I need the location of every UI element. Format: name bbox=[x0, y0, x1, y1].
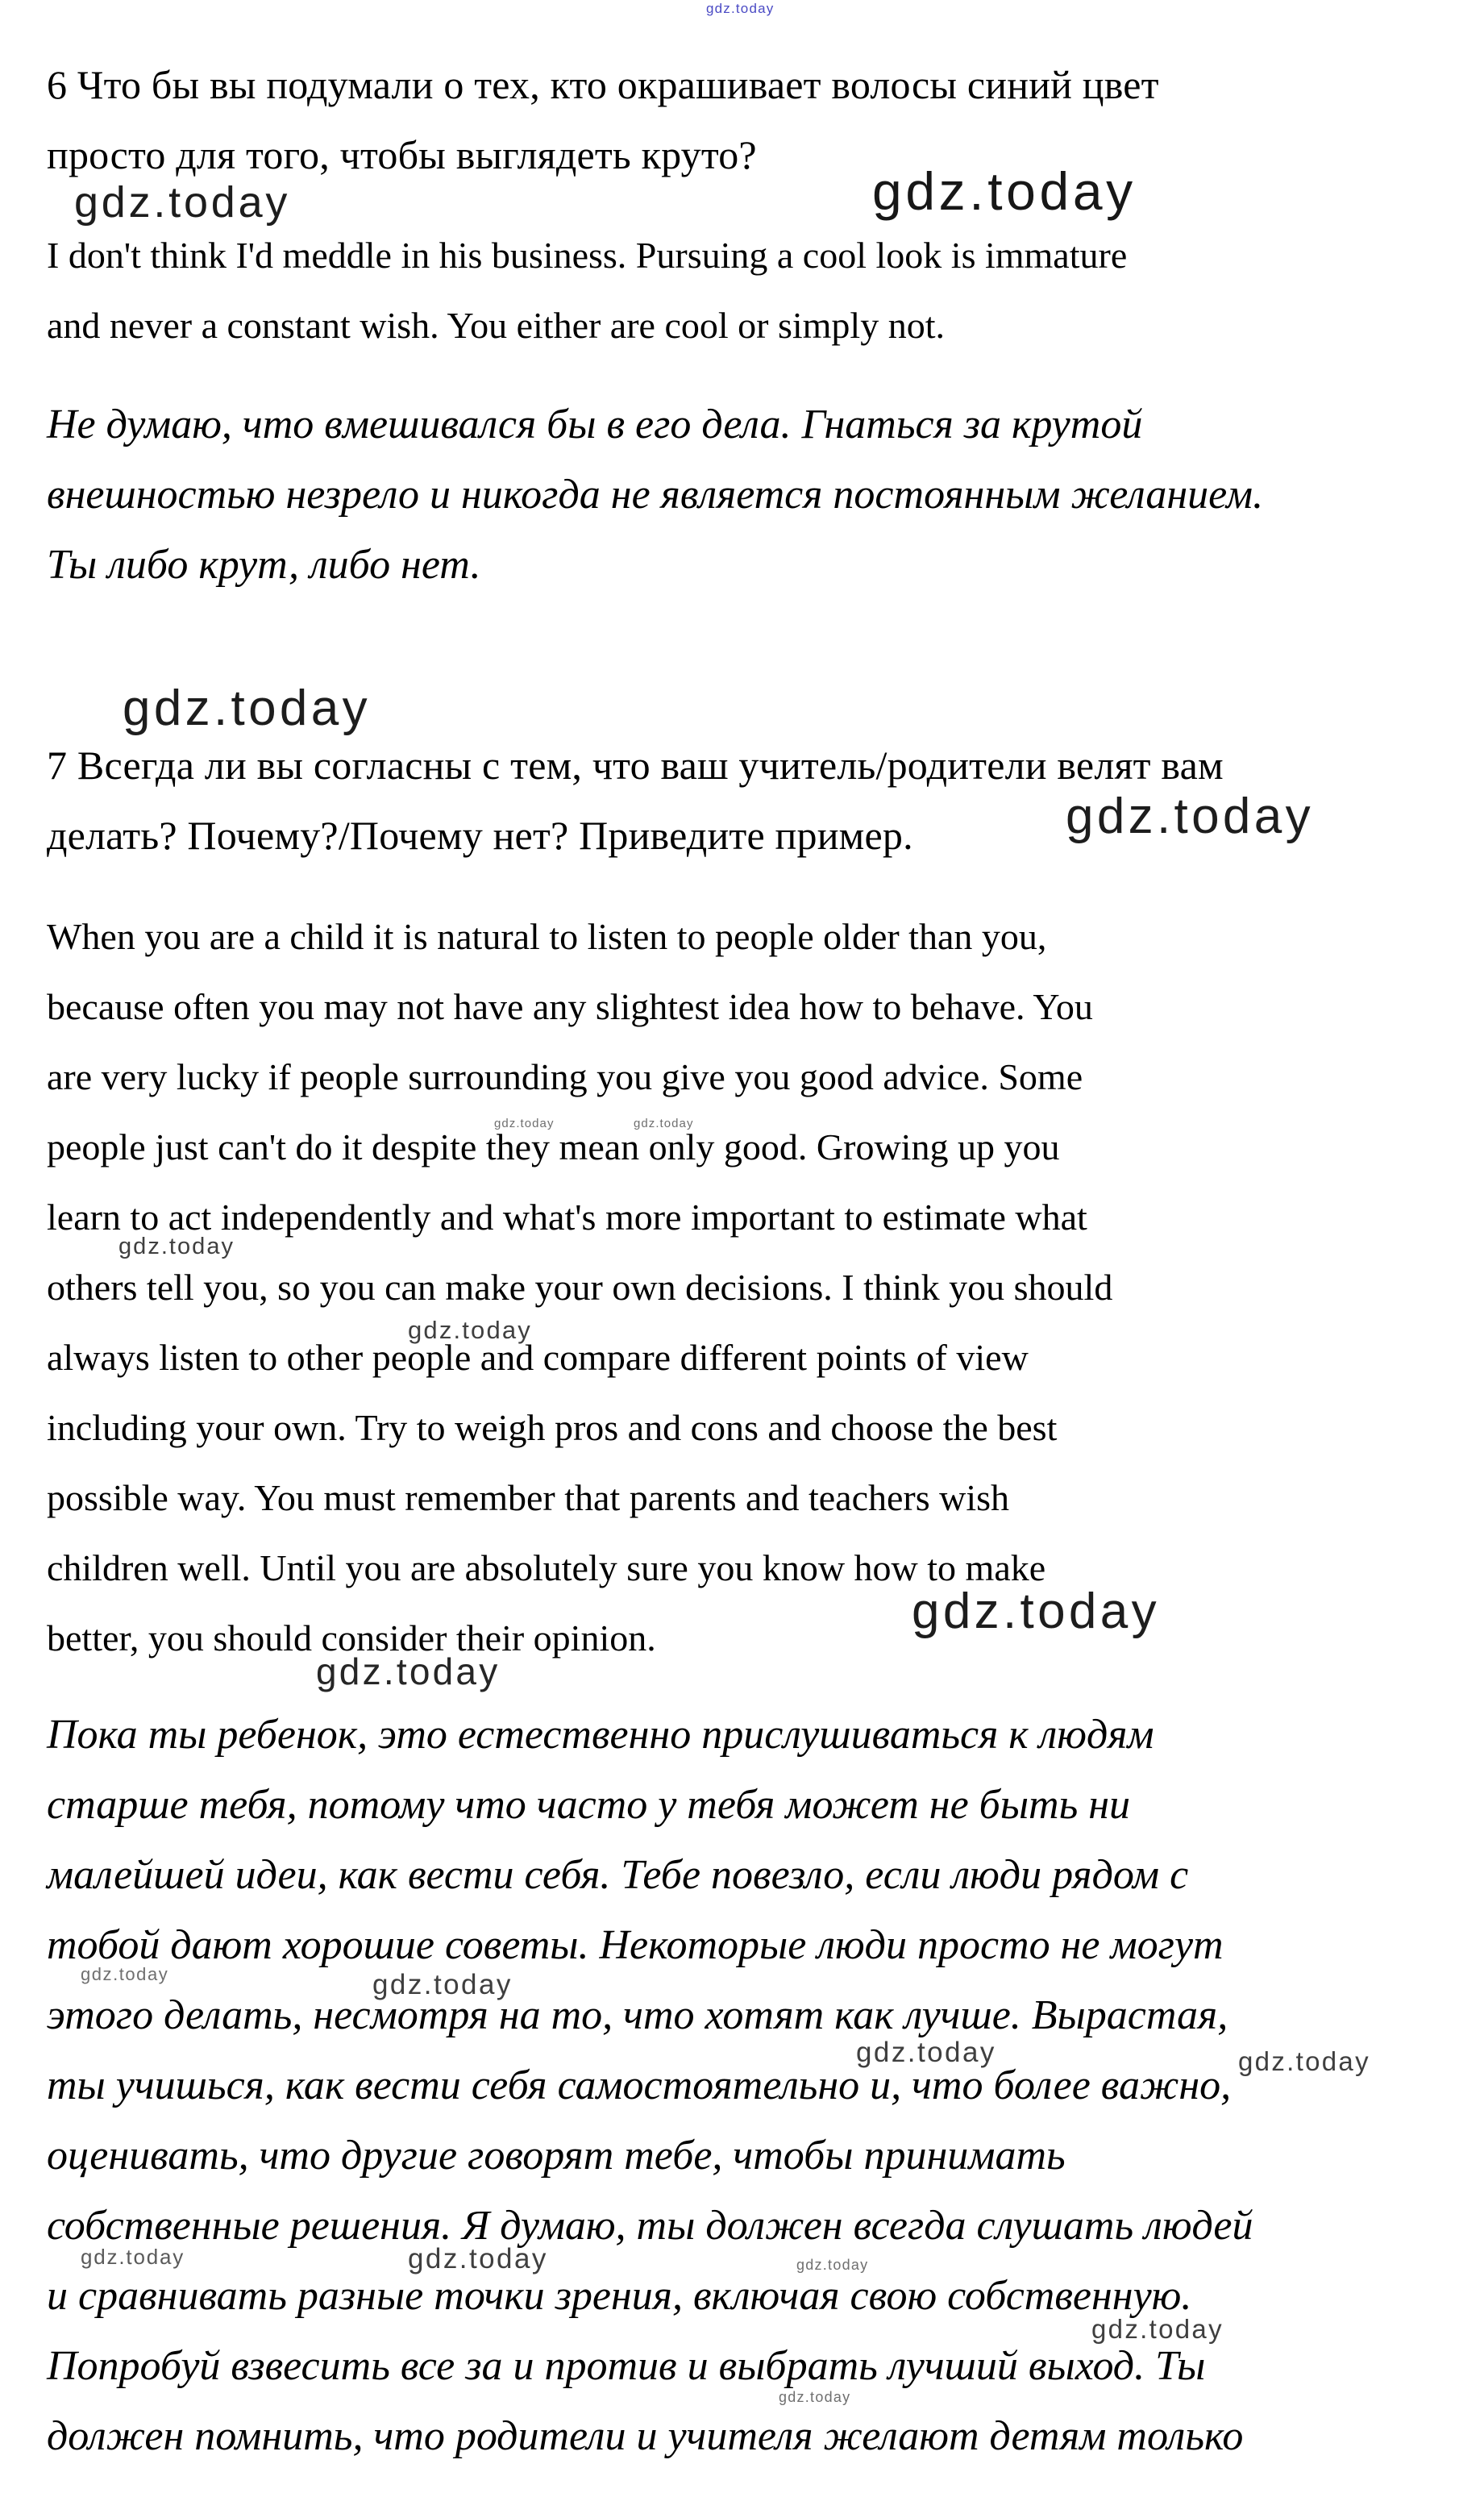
text-line: people just can't do it despite they mean only good. Growing up you bbox=[47, 1126, 1060, 1167]
text-line: и сравнивать разные точки зрения, включая свою собственную. bbox=[47, 2273, 1192, 2319]
gdz-watermark: gdz.today bbox=[779, 2389, 851, 2405]
text-line: малейшей идеи, как вести себя. Тебе повезло, если люди рядом с bbox=[47, 1852, 1189, 1898]
gdz-watermark: gdz.today bbox=[494, 1117, 555, 1130]
text-line: Ты либо крут, либо нет. bbox=[47, 542, 481, 588]
gdz-watermark: gdz.today bbox=[796, 2257, 869, 2273]
text-line: always listen to other people and compare different points of view bbox=[47, 1337, 1029, 1378]
text-line: and never a constant wish. You either are cool or simply not. bbox=[47, 305, 945, 346]
answer-6-english bbox=[47, 220, 1468, 360]
text-line: are very lucky if people surrounding you give you good advice. Some bbox=[47, 1056, 1083, 1097]
gdz-watermark: gdz.today bbox=[634, 1117, 694, 1130]
gdz-watermark: gdz.today bbox=[706, 1, 775, 16]
text-line: 6 Что бы вы подумали о тех, кто окрашивает волосы синий цвет bbox=[47, 62, 1159, 107]
text-line: собственные решения. Я думаю, ты должен всегда слушать людей bbox=[47, 2203, 1253, 2249]
text-line: старше тебя, потому что часто у тебя может не быть ни bbox=[47, 1782, 1131, 1828]
text-line: этого делать, несмотря на то, что хотят как лучше. Вырастая, bbox=[47, 1992, 1228, 2038]
gdz-watermark: gdz.today bbox=[118, 1234, 235, 1259]
gdz-watermark: gdz.today bbox=[408, 1316, 532, 1344]
text-line: children well. Until you are absolutely sure you know how to make bbox=[47, 1547, 1046, 1588]
text-line: others tell you, so you can make your own decisions. I think you should bbox=[47, 1267, 1113, 1308]
text-line: Пока ты ребенок, это естественно прислушиваться к людям bbox=[47, 1712, 1154, 1758]
question-6-text bbox=[47, 50, 1468, 190]
gdz-watermark: gdz.today bbox=[372, 1969, 513, 2000]
gdz-watermark: gdz.today bbox=[316, 1650, 501, 1692]
text-line: including your own. Try to weigh pros and cons and choose the best bbox=[47, 1407, 1058, 1448]
gdz-watermark: gdz.today bbox=[1091, 2314, 1224, 2344]
gdz-watermark: gdz.today bbox=[1066, 789, 1314, 844]
gdz-watermark: gdz.today bbox=[912, 1584, 1160, 1639]
text-line: learn to act independently and what's more important to estimate what bbox=[47, 1197, 1087, 1238]
question-7-text bbox=[47, 730, 1468, 871]
text-line: because often you may not have any slightest idea how to behave. You bbox=[47, 986, 1093, 1027]
gdz-watermark: gdz.today bbox=[123, 680, 371, 736]
gdz-watermark: gdz.today bbox=[81, 2245, 185, 2269]
answer-7-russian-translation bbox=[47, 1700, 1468, 2471]
text-line: внешностью незрело и никогда не является постоянным желанием. bbox=[47, 472, 1264, 518]
gdz-watermark: gdz.today bbox=[872, 161, 1137, 221]
text-line: делать? Почему?/Почему нет? Приведите пример. bbox=[47, 813, 913, 858]
text-line: 7 Всегда ли вы согласны с тем, что ваш учитель/родители велят вам bbox=[47, 743, 1224, 788]
text-line: оценивать, что другие говорят тебе, чтобы принимать bbox=[47, 2133, 1066, 2179]
answer-7-english bbox=[47, 901, 1468, 1673]
text-line: When you are a child it is natural to listen to people older than you, bbox=[47, 916, 1047, 957]
text-line: ты учишься, как вести себя самостоятельно и, что более важно, bbox=[47, 2062, 1232, 2108]
gdz-watermark: gdz.today bbox=[408, 2243, 548, 2275]
text-line: possible way. You must remember that parents and teachers wish bbox=[47, 1477, 1010, 1518]
answer-6-russian-translation bbox=[47, 389, 1468, 600]
text-line: I don't think I'd meddle in his business. Pursuing a cool look is immature bbox=[47, 235, 1128, 276]
text-line: просто для того, чтобы выглядеть круто? bbox=[47, 132, 757, 177]
text-line: better, you should consider their opinion. bbox=[47, 1617, 656, 1659]
text-line: должен помнить, что родители и учителя желают детям только bbox=[47, 2413, 1244, 2459]
gdz-watermark: gdz.today bbox=[74, 178, 291, 227]
text-line: Попробуй взвесить все за и против и выбрать лучший выход. Ты bbox=[47, 2343, 1206, 2389]
gdz-watermark: gdz.today bbox=[856, 2037, 996, 2068]
gdz-watermark: gdz.today bbox=[81, 1964, 169, 1984]
text-line: Не думаю, что вмешивался бы в его дела. Гнаться за крутой bbox=[47, 402, 1143, 447]
gdz-watermark: gdz.today bbox=[1238, 2046, 1370, 2076]
text-line: тобой дают хорошие советы. Некоторые люди просто не могут bbox=[47, 1922, 1224, 1968]
